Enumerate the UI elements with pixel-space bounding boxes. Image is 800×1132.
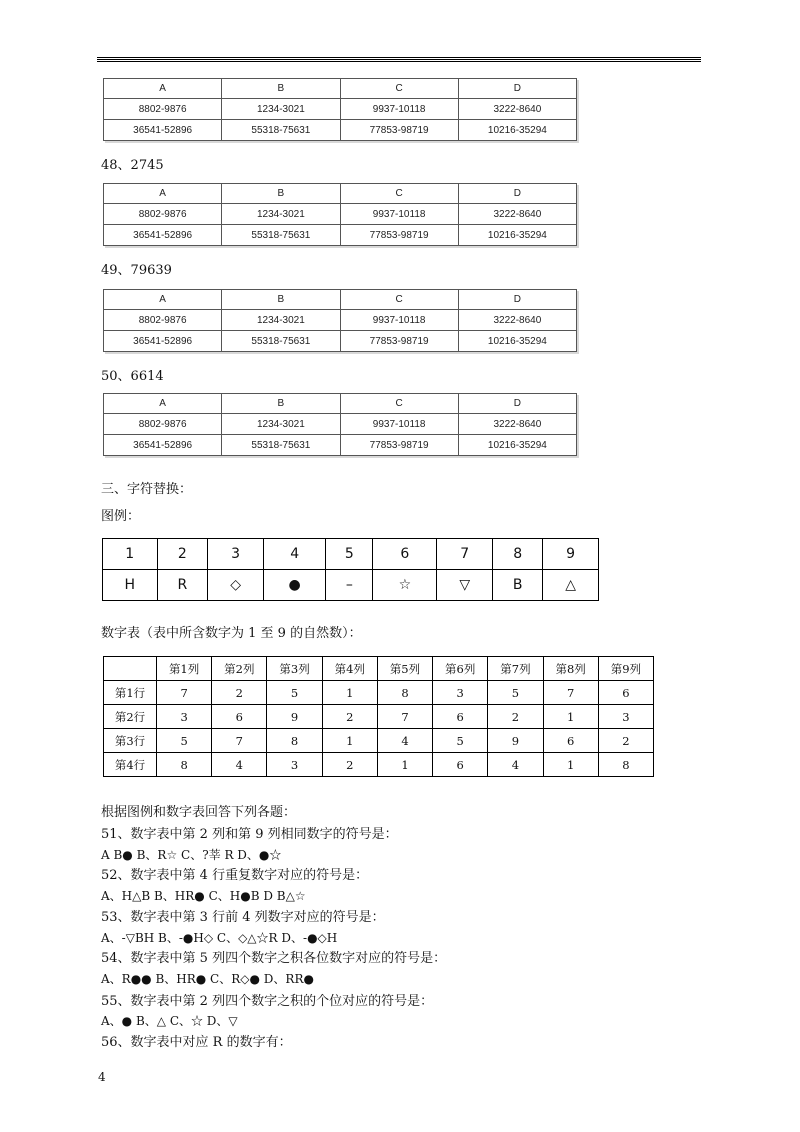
table-cell: 6 bbox=[212, 705, 267, 729]
range-table-48 bbox=[103, 183, 577, 246]
legend-symbol: △ bbox=[543, 570, 599, 601]
question-52: 52、数字表中第 4 行重复数字对应的符号是： bbox=[101, 868, 369, 883]
table-cell: 2 bbox=[212, 681, 267, 705]
table-cell: 6 bbox=[543, 729, 598, 753]
question-54-options: A、R●● B、HR● C、R◇● D、RR● bbox=[101, 972, 314, 986]
range-row bbox=[104, 225, 577, 246]
row-header: 第4行 bbox=[104, 753, 157, 777]
number-table-header-row bbox=[104, 657, 654, 681]
legend-symbol: ● bbox=[263, 570, 325, 601]
range-header-c: C bbox=[340, 184, 458, 204]
legend-symbol: ◇ bbox=[208, 570, 264, 601]
range-cell: 77853-98719 bbox=[340, 120, 458, 141]
range-cell: 8802-9876 bbox=[104, 99, 222, 120]
range-header-a: A bbox=[104, 394, 222, 414]
range-cell: 10216-35294 bbox=[458, 120, 576, 141]
range-cell: 10216-35294 bbox=[458, 331, 576, 352]
range-header-d: D bbox=[458, 79, 576, 99]
legend-digit: 8 bbox=[493, 539, 543, 570]
range-cell: 36541-52896 bbox=[104, 435, 222, 456]
range-header-a: A bbox=[104, 290, 222, 310]
range-row bbox=[104, 435, 577, 456]
range-header-row bbox=[104, 290, 577, 310]
table-cell: 7 bbox=[377, 705, 432, 729]
range-header-d: D bbox=[458, 394, 576, 414]
col-header: 第2列 bbox=[212, 657, 267, 681]
col-header: 第9列 bbox=[598, 657, 653, 681]
page-number: 4 bbox=[98, 1070, 106, 1084]
range-cell: 1234-3021 bbox=[222, 414, 340, 435]
range-row bbox=[104, 99, 577, 120]
range-cell: 77853-98719 bbox=[340, 225, 458, 246]
legend-label: 图例： bbox=[101, 509, 141, 524]
range-row bbox=[104, 120, 577, 141]
table-cell: 8 bbox=[377, 681, 432, 705]
table-cell: 5 bbox=[433, 729, 488, 753]
range-header-b: B bbox=[222, 79, 340, 99]
question-53-options: A、-▽BH B、-●H◇ C、◇△☆R D、-●◇H bbox=[101, 931, 338, 945]
table-cell: 7 bbox=[543, 681, 598, 705]
col-header: 第8列 bbox=[543, 657, 598, 681]
question-50: 50、6614 bbox=[101, 369, 164, 384]
range-cell: 55318-75631 bbox=[222, 225, 340, 246]
legend-digit: 9 bbox=[543, 539, 599, 570]
table-row bbox=[104, 681, 654, 705]
legend-digit-row bbox=[103, 539, 599, 570]
range-cell: 55318-75631 bbox=[222, 435, 340, 456]
question-52-options: A、H△B B、HR● C、H●B D B△☆ bbox=[101, 889, 306, 903]
range-table-49 bbox=[103, 289, 577, 352]
table-cell: 4 bbox=[212, 753, 267, 777]
legend-digit: 7 bbox=[437, 539, 493, 570]
range-cell: 3222-8640 bbox=[458, 310, 576, 331]
legend-digit: 1 bbox=[103, 539, 158, 570]
number-table bbox=[103, 656, 654, 777]
range-cell: 55318-75631 bbox=[222, 120, 340, 141]
table-cell: 2 bbox=[598, 729, 653, 753]
table-row bbox=[104, 729, 654, 753]
range-header-b: B bbox=[222, 394, 340, 414]
table-cell: 1 bbox=[322, 729, 377, 753]
question-51: 51、数字表中第 2 列和第 9 列相同数字的符号是： bbox=[101, 827, 398, 842]
legend-digit: 6 bbox=[373, 539, 437, 570]
range-cell: 55318-75631 bbox=[222, 331, 340, 352]
range-header-c: C bbox=[340, 290, 458, 310]
col-header: 第4列 bbox=[322, 657, 377, 681]
question-55: 55、数字表中第 2 列四个数字之积的个位对应的符号是： bbox=[101, 994, 434, 1009]
range-cell: 3222-8640 bbox=[458, 204, 576, 225]
table-cell: 3 bbox=[267, 753, 322, 777]
table-cell: 2 bbox=[322, 705, 377, 729]
range-header-row bbox=[104, 79, 577, 99]
header-rule bbox=[97, 57, 701, 62]
section-title: 三、字符替换： bbox=[101, 482, 193, 497]
legend-symbol: – bbox=[326, 570, 373, 601]
range-cell: 1234-3021 bbox=[222, 310, 340, 331]
range-cell: 1234-3021 bbox=[222, 204, 340, 225]
question-51-options: A B● B、R☆ C、?莘 R D、●☆ bbox=[101, 848, 282, 862]
range-row bbox=[104, 204, 577, 225]
table-cell: 9 bbox=[267, 705, 322, 729]
legend-digit: 2 bbox=[157, 539, 208, 570]
legend-digit: 5 bbox=[326, 539, 373, 570]
table-cell: 3 bbox=[433, 681, 488, 705]
range-header-b: B bbox=[222, 184, 340, 204]
table-cell: 6 bbox=[433, 753, 488, 777]
range-cell: 1234-3021 bbox=[222, 99, 340, 120]
table-cell: 6 bbox=[433, 705, 488, 729]
row-header: 第1行 bbox=[104, 681, 157, 705]
range-row bbox=[104, 414, 577, 435]
table-cell: 3 bbox=[157, 705, 212, 729]
range-header-b: B bbox=[222, 290, 340, 310]
legend-table bbox=[102, 538, 599, 601]
table-cell: 8 bbox=[267, 729, 322, 753]
range-cell: 9937-10118 bbox=[340, 99, 458, 120]
range-cell: 36541-52896 bbox=[104, 120, 222, 141]
legend-symbol: ▽ bbox=[437, 570, 493, 601]
range-cell: 9937-10118 bbox=[340, 204, 458, 225]
range-header-row bbox=[104, 184, 577, 204]
table-cell: 3 bbox=[598, 705, 653, 729]
range-header-a: A bbox=[104, 79, 222, 99]
range-header-c: C bbox=[340, 394, 458, 414]
corner-cell bbox=[104, 657, 157, 681]
range-cell: 36541-52896 bbox=[104, 331, 222, 352]
question-53: 53、数字表中第 3 行前 4 列数字对应的符号是： bbox=[101, 910, 385, 925]
table-cell: 5 bbox=[488, 681, 543, 705]
table-cell: 2 bbox=[488, 705, 543, 729]
range-table-50 bbox=[103, 393, 577, 456]
col-header: 第3列 bbox=[267, 657, 322, 681]
range-cell: 77853-98719 bbox=[340, 435, 458, 456]
range-header-row bbox=[104, 394, 577, 414]
table-row bbox=[104, 705, 654, 729]
legend-symbol: H bbox=[103, 570, 158, 601]
range-cell: 8802-9876 bbox=[104, 310, 222, 331]
table-cell: 1 bbox=[543, 753, 598, 777]
range-row bbox=[104, 331, 577, 352]
table-cell: 1 bbox=[322, 681, 377, 705]
table-cell: 7 bbox=[212, 729, 267, 753]
table-cell: 1 bbox=[377, 753, 432, 777]
table-cell: 7 bbox=[157, 681, 212, 705]
legend-symbol-row bbox=[103, 570, 599, 601]
table-cell: 6 bbox=[598, 681, 653, 705]
range-cell: 10216-35294 bbox=[458, 225, 576, 246]
question-54: 54、数字表中第 5 列四个数字之积各位数字对应的符号是： bbox=[101, 951, 447, 966]
legend-digit: 3 bbox=[208, 539, 264, 570]
range-table-47 bbox=[103, 78, 577, 141]
table-cell: 4 bbox=[488, 753, 543, 777]
range-cell: 9937-10118 bbox=[340, 310, 458, 331]
table-label: 数字表（表中所含数字为 1 至 9 的自然数）： bbox=[101, 626, 362, 641]
table-cell: 8 bbox=[598, 753, 653, 777]
range-header-d: D bbox=[458, 184, 576, 204]
row-header: 第3行 bbox=[104, 729, 157, 753]
instructions: 根据图例和数字表回答下列各题： bbox=[101, 805, 297, 820]
question-49: 49、79639 bbox=[101, 263, 172, 278]
legend-symbol: R bbox=[157, 570, 208, 601]
question-56: 56、数字表中对应 R 的数字有： bbox=[101, 1035, 292, 1050]
table-cell: 4 bbox=[377, 729, 432, 753]
col-header: 第7列 bbox=[488, 657, 543, 681]
range-cell: 36541-52896 bbox=[104, 225, 222, 246]
row-header: 第2行 bbox=[104, 705, 157, 729]
range-header-a: A bbox=[104, 184, 222, 204]
table-cell: 5 bbox=[157, 729, 212, 753]
range-cell: 8802-9876 bbox=[104, 414, 222, 435]
range-cell: 8802-9876 bbox=[104, 204, 222, 225]
question-55-options: A、● B、△ C、☆ D、▽ bbox=[101, 1014, 238, 1028]
range-cell: 77853-98719 bbox=[340, 331, 458, 352]
legend-symbol: ☆ bbox=[373, 570, 437, 601]
question-48: 48、2745 bbox=[101, 158, 164, 173]
range-cell: 3222-8640 bbox=[458, 414, 576, 435]
table-row bbox=[104, 753, 654, 777]
table-cell: 5 bbox=[267, 681, 322, 705]
range-row bbox=[104, 310, 577, 331]
table-cell: 8 bbox=[157, 753, 212, 777]
range-cell: 9937-10118 bbox=[340, 414, 458, 435]
col-header: 第6列 bbox=[433, 657, 488, 681]
range-cell: 3222-8640 bbox=[458, 99, 576, 120]
col-header: 第1列 bbox=[157, 657, 212, 681]
legend-digit: 4 bbox=[263, 539, 325, 570]
range-header-d: D bbox=[458, 290, 576, 310]
table-cell: 9 bbox=[488, 729, 543, 753]
legend-symbol: B bbox=[493, 570, 543, 601]
col-header: 第5列 bbox=[377, 657, 432, 681]
table-cell: 1 bbox=[543, 705, 598, 729]
range-header-c: C bbox=[340, 79, 458, 99]
range-cell: 10216-35294 bbox=[458, 435, 576, 456]
table-cell: 2 bbox=[322, 753, 377, 777]
